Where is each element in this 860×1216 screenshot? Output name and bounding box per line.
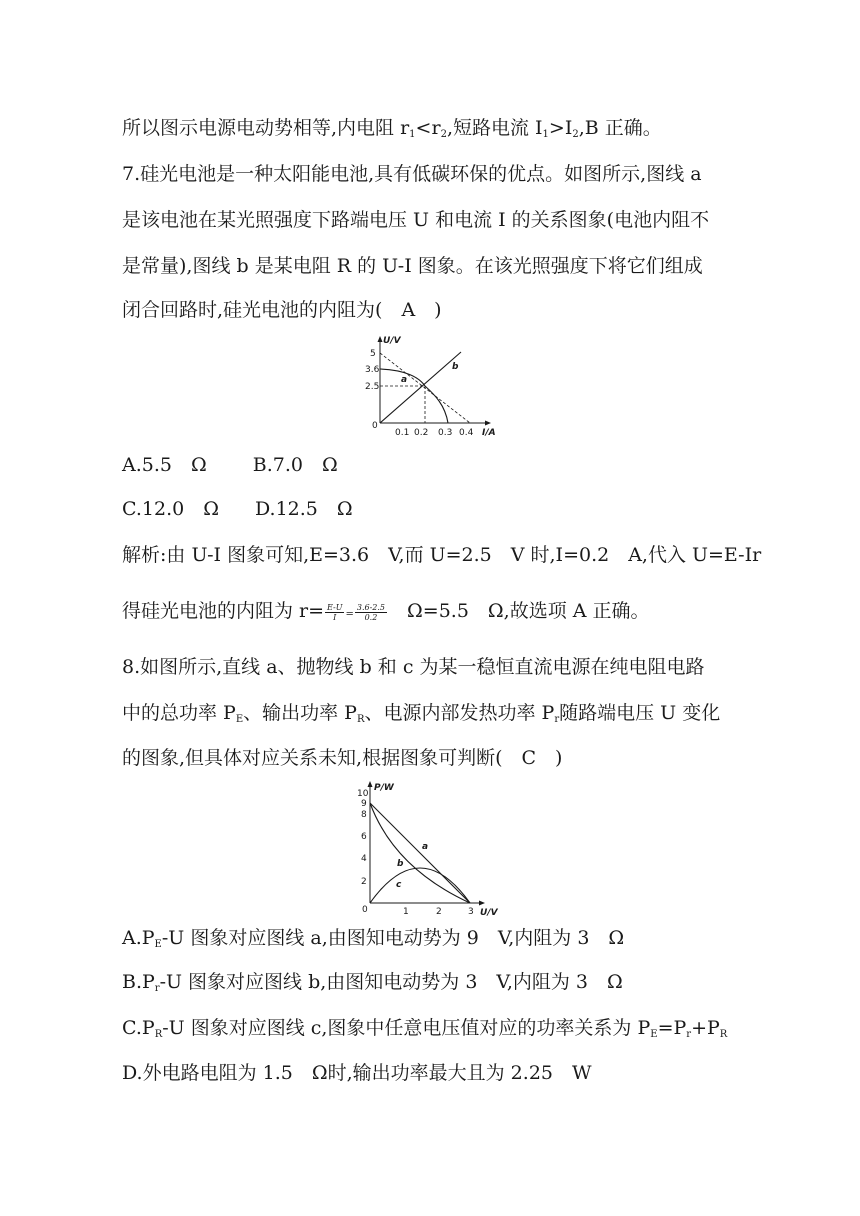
text: =P — [657, 1017, 687, 1039]
q7-line-3: 是常量),图线 b 是某电阻 R 的 U-I 图象。在该光照强度下将它们组成 — [122, 255, 703, 277]
denominator: I — [333, 612, 337, 622]
q8-option-b — [122, 968, 623, 1003]
q7-line-4: 闭合回路时,硅光电池的内阻为( A ) — [122, 299, 442, 321]
subscript: E — [154, 939, 162, 950]
text: ,短路电流 I — [446, 117, 543, 139]
origin-label: 0 — [362, 905, 368, 915]
subscript: R — [154, 1029, 163, 1040]
text: -U 图象对应图线 c,图象中任意电压值对应的功率关系为 P — [162, 1017, 651, 1039]
label-a: a — [401, 375, 408, 385]
option-c: C.12.0 Ω — [122, 498, 219, 520]
subscript: E — [650, 1029, 658, 1040]
q7-options-cd — [122, 495, 353, 523]
y-tick-2: 2 — [361, 877, 367, 887]
q8-line-3: 的图象,但具体对应关系未知,根据图象可判断( C ) — [122, 747, 563, 769]
x-tick-0.3: 0.3 — [438, 428, 453, 438]
q8-line-1: 8.如图所示,直线 a、抛物线 b 和 c 为某一稳恒直流电源在纯电阻电路 — [122, 656, 705, 678]
text: 得硅光电池的内阻为 r= — [122, 600, 325, 622]
numerator: 3.6-2.5 — [356, 602, 386, 612]
subscript: E — [235, 714, 244, 725]
text: -U 图象对应图线 b,由图知电动势为 3 V,内阻为 3 Ω — [159, 971, 623, 993]
origin-label: 0 — [372, 421, 378, 431]
subscript: 2 — [572, 129, 579, 140]
y-tick-2.5: 2.5 — [365, 382, 380, 392]
intro-line — [122, 114, 662, 149]
q7-ui-graph — [355, 333, 505, 441]
fraction-value — [355, 603, 387, 622]
q7-solution-2: 得硅光电池的内阻为 r= $\frac{E-U}{I}$ = $\frac{3.6-2.5}{0.2}$ Ω=5.5 Ω,故选项 A 正确。 — [122, 600, 650, 622]
y-tick-8: 8 — [361, 810, 367, 820]
y-tick-10: 10 — [357, 789, 369, 799]
option-d: D.12.5 Ω — [254, 498, 353, 520]
y-tick-6: 6 — [361, 832, 367, 842]
text: 随路端电压 U 变化 — [559, 702, 721, 724]
text: B.P — [122, 971, 155, 993]
q8-option-a — [122, 924, 624, 959]
text: 所以图示电源电动势相等,内电阻 r — [122, 117, 410, 139]
label-b: b — [397, 859, 404, 869]
subscript: 1 — [542, 129, 549, 140]
subscript: r — [554, 714, 560, 725]
y-axis-label: U/V — [383, 336, 401, 346]
q8-line-2 — [122, 699, 720, 734]
x-tick-0.1: 0.1 — [395, 428, 410, 438]
text: 、输出功率 P — [243, 702, 357, 724]
q7-line-2: 是该电池在某光照强度下路端电压 U 和电流 I 的关系图象(电池内阻不 — [122, 209, 710, 231]
x-tick-2: 2 — [436, 907, 442, 917]
text: +P — [691, 1017, 720, 1039]
text: >I — [548, 117, 573, 139]
q7-line-1: 7.硅光电池是一种太阳能电池,具有低碳环保的优点。如图所示,图线 a — [122, 163, 702, 185]
subscript: 2 — [440, 129, 447, 140]
y-axis-arrow — [368, 781, 373, 787]
subscript: R — [356, 714, 365, 725]
x-tick-1: 1 — [403, 907, 409, 917]
x-axis-arrow — [479, 901, 485, 906]
text: <r — [415, 117, 441, 139]
subscript: r — [154, 983, 160, 994]
y-tick-4: 4 — [361, 854, 367, 864]
text: 中的总功率 P — [122, 702, 236, 724]
q7-solution-1: 解析:由 U-I 图象可知,E=3.6 V,而 U=2.5 V 时,I=0.2 A,代入 U=E-Ir — [122, 544, 762, 566]
subscript: 1 — [409, 129, 416, 140]
x-tick-0.4: 0.4 — [459, 428, 474, 438]
q8-option-d: D.外电路电阻为 1.5 Ω时,输出功率最大且为 2.25 W — [122, 1062, 592, 1084]
text: -U 图象对应图线 a,由图知电动势为 9 V,内阻为 3 Ω — [161, 927, 625, 949]
text: C.P — [122, 1017, 155, 1039]
q7-options-ab — [122, 451, 338, 479]
label-b: b — [452, 362, 459, 372]
curve-a — [380, 369, 448, 423]
y-tick-3.6: 3.6 — [365, 365, 380, 375]
y-axis-label: P/W — [374, 783, 394, 793]
y-tick-9: 9 — [361, 799, 367, 809]
fraction-formula — [325, 603, 344, 622]
line-a — [370, 803, 470, 903]
label-a: a — [422, 842, 429, 852]
subscript: R — [719, 1029, 728, 1040]
denominator: 0.2 — [364, 612, 378, 622]
label-c: c — [396, 880, 402, 890]
y-axis-arrow — [378, 336, 383, 342]
numerator: E-U — [327, 602, 343, 612]
q8-pu-graph — [354, 778, 510, 918]
option-b: B.7.0 Ω — [252, 454, 338, 476]
text: ,B 正确。 — [578, 117, 662, 139]
x-tick-0.2: 0.2 — [414, 428, 429, 438]
text: A.P — [122, 927, 155, 949]
q8-option-c — [122, 1014, 727, 1049]
option-a: A.5.5 Ω — [122, 454, 207, 476]
x-axis-label: U/V — [480, 908, 498, 918]
y-tick-5: 5 — [370, 349, 376, 359]
subscript: r — [686, 1029, 692, 1040]
x-tick-3: 3 — [468, 907, 474, 917]
curve-c — [370, 868, 470, 903]
x-axis-label: I/A — [482, 428, 496, 438]
text: 、电源内部发热功率 P — [364, 702, 555, 724]
x-axis-arrow — [485, 421, 491, 426]
text: Ω=5.5 Ω,故选项 A 正确。 — [388, 600, 650, 622]
